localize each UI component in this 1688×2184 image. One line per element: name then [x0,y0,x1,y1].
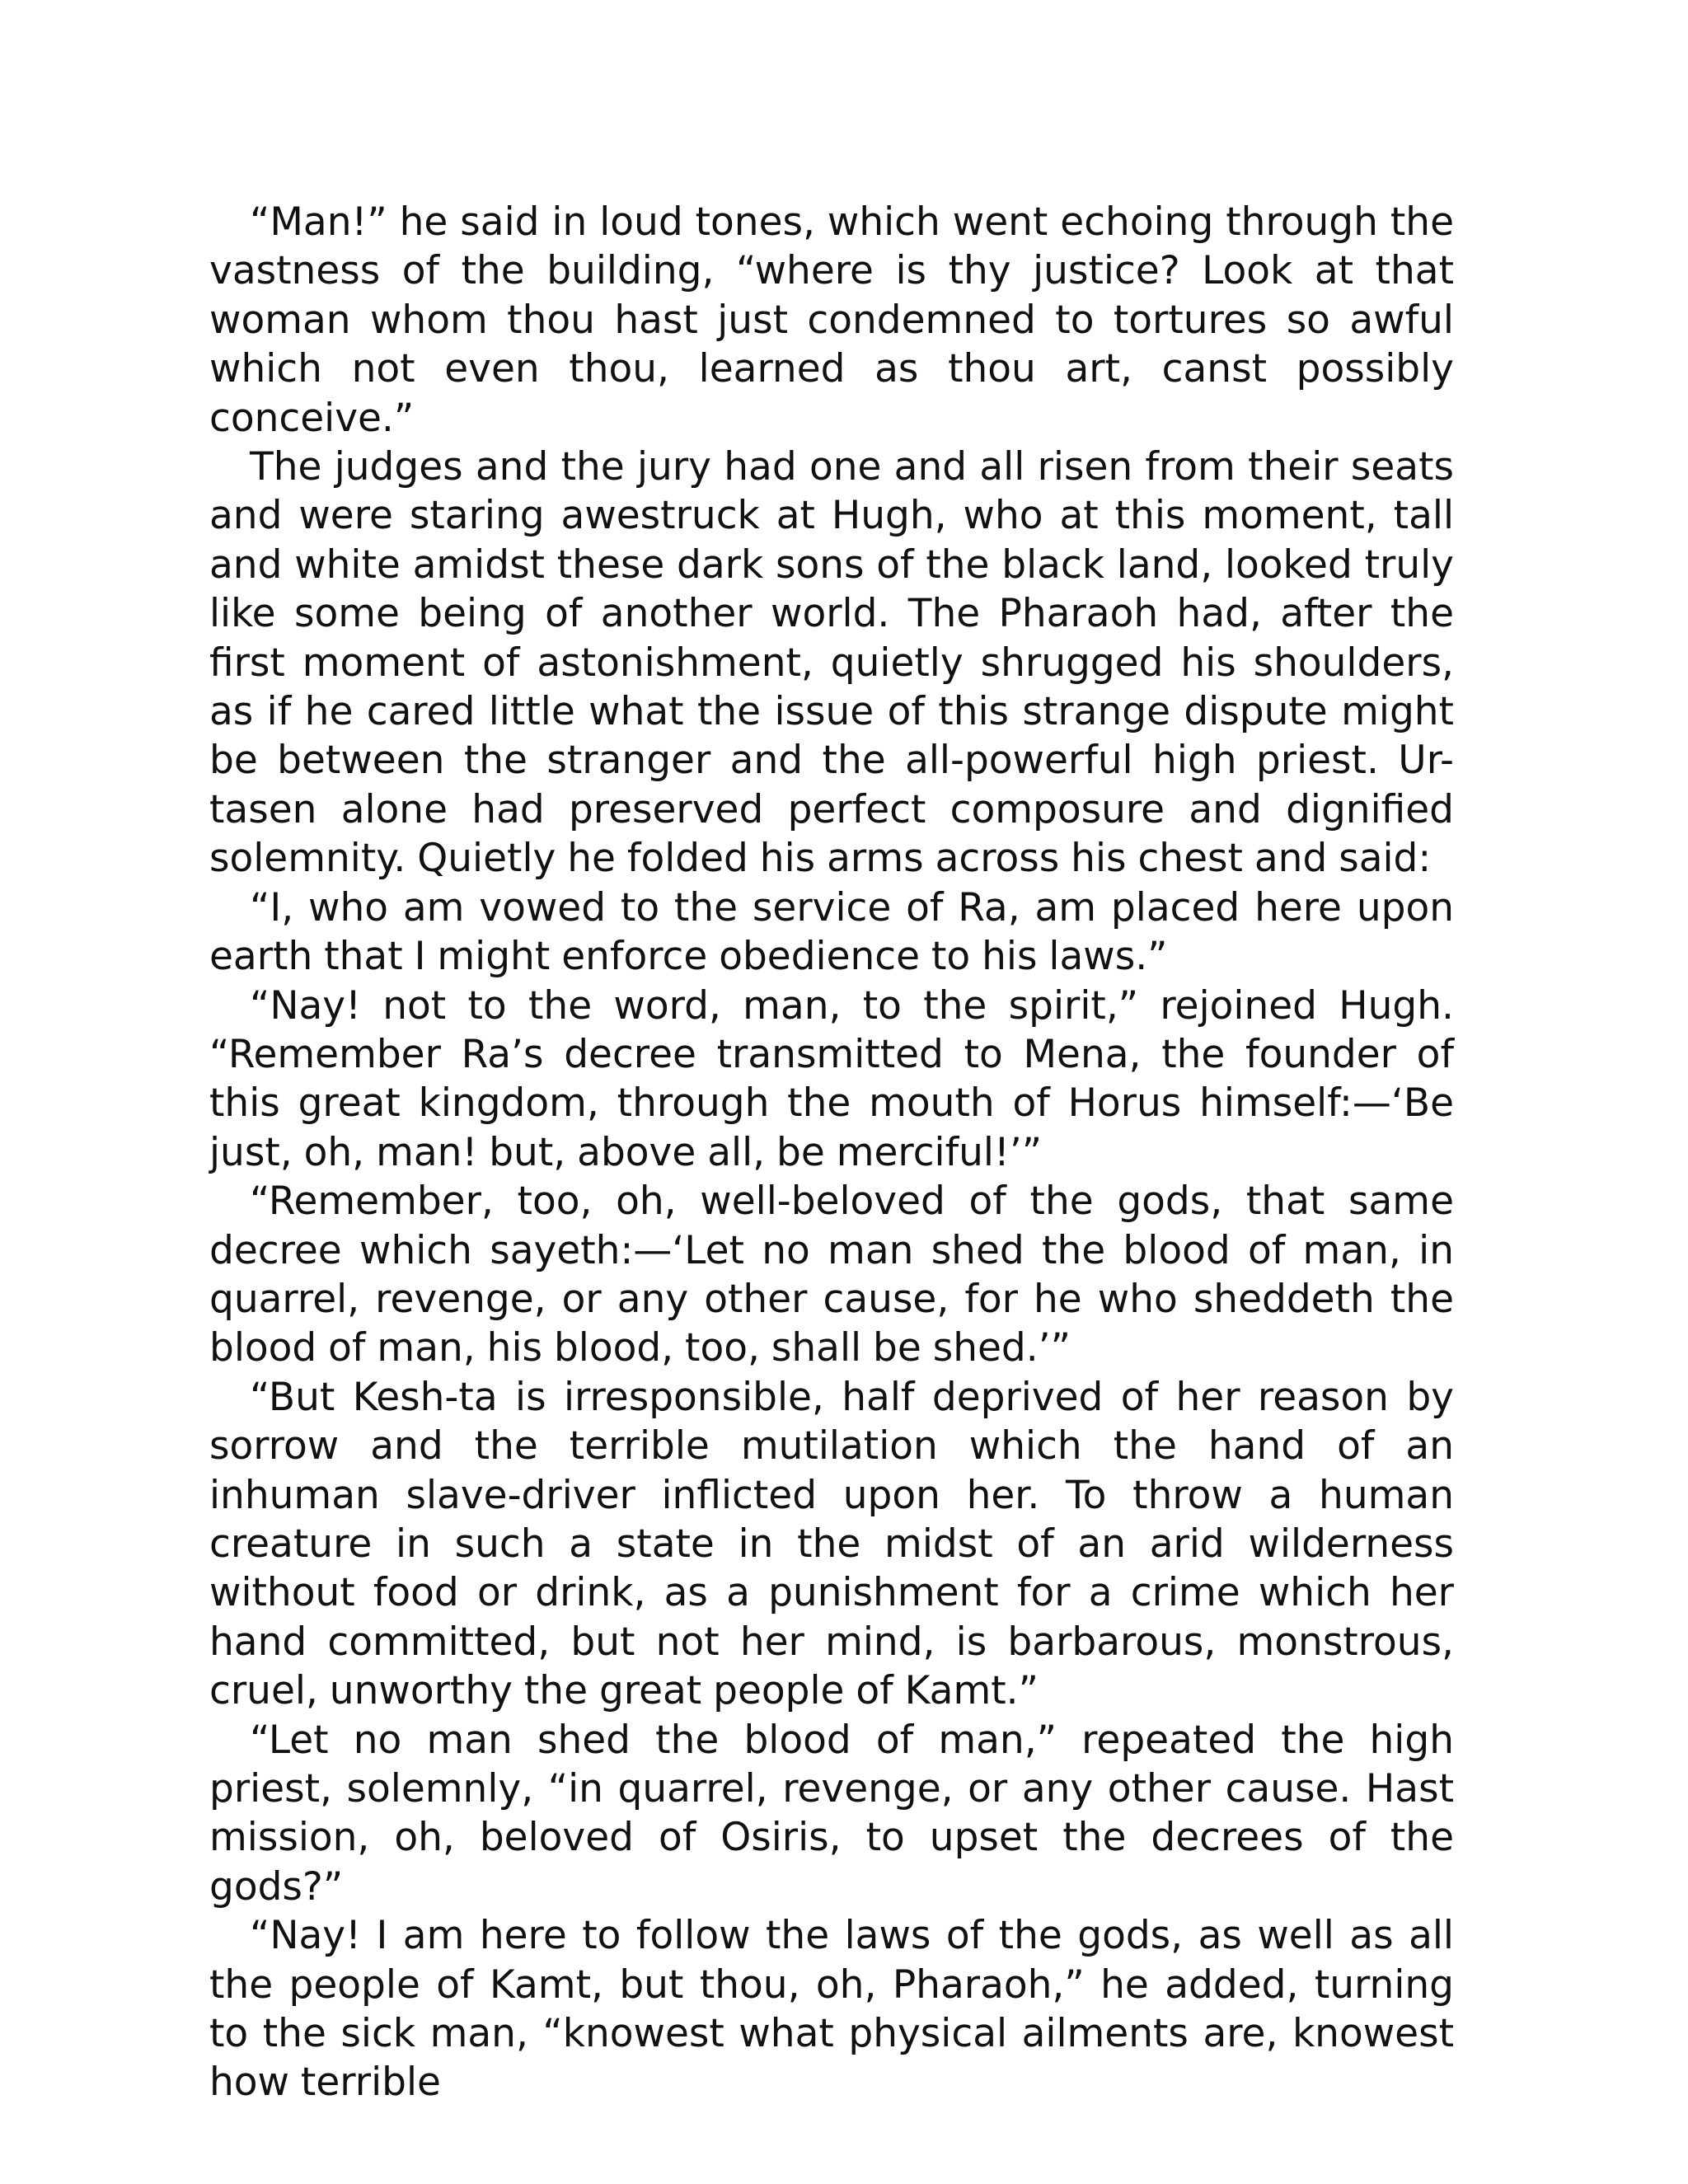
body-text [209,198,1454,2107]
paragraph: “But Kesh-ta is irresponsible, half deprived of her reason by sorrow and the terrible mutilation which the hand of an inhuman slave-driver inflicted upon her. To throw a human creature in such a state in the midst of an arid wilderness without food or drink, as a punishment for a crime which her hand committed, but not her mind, is barbarous, monstrous, cruel, unworthy the great people of Kamt.” [209,1374,1454,1714]
paragraph: “Nay! not to the word, man, to the spirit,” rejoined Hugh. “Remember Ra’s decree transmitted to Mena, the founder of this great kingdom, through the mouth of Horus himself:—‘Be just, oh, man! but, above all, be merciful!’” [209,982,1454,1175]
paragraph: “Remember, too, oh, well-beloved of the gods, that same decree which sayeth:—‘Let no man shed the blood of man, in quarrel, revenge, or any other cause, for he who sheddeth the blood of man, his blood, too, shall be shed.’” [209,1179,1454,1371]
paragraph: “Nay! I am here to follow the laws of the gods, as well as all the people of Kamt, but thou, oh, Pharaoh,” he added, turning to the sick man, “knowest what physical ailments are, knowest how terrible [209,1913,1454,2106]
paragraph: “Let no man shed the blood of man,” repeated the high priest, solemnly, “in quarrel, revenge, or any other cause. Hast mission, oh, beloved of Osiris, to upset the decrees of the gods?” [209,1717,1454,1910]
paragraph: “I, who am vowed to the service of Ra, am placed here upon earth that I might enforce obedience to his laws.” [209,884,1454,980]
paragraph: The judges and the jury had one and all risen from their seats and were staring awestruck at Hugh, who at this moment, tall and white amidst these dark sons of the black land, looked truly like some being of another world. The Pharaoh had, after the first moment of astonishment, quietly shrugged his shoulders, as if he cared little what the issue of this strange dispute might be between the stranger and the all-powerful high priest. Ur-tasen alone had preserved perfect composure and dignified solemnity. Quietly he folded his arms across his chest and said: [209,444,1454,882]
paragraph: “Man!” he said in loud tones, which went echoing through the vastness of the building, “where is thy justice? Look at that woman whom thou hast just condemned to tortures so awful which not even thou, learned as thou art, canst possibly conceive.” [209,199,1454,441]
